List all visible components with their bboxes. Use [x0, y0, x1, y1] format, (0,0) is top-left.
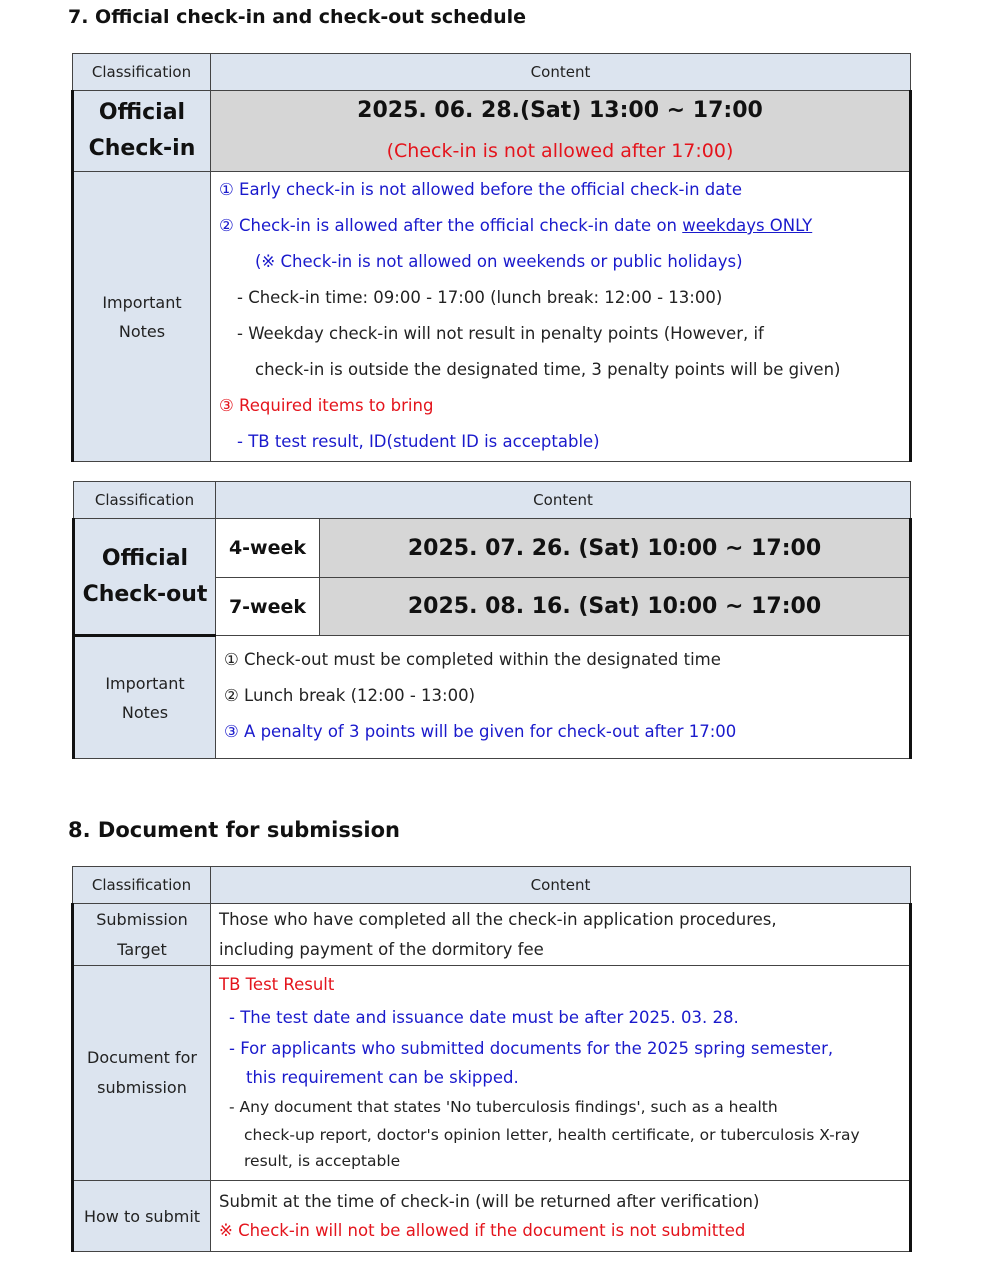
submission-target-label — [73, 904, 211, 966]
how-to-submit-label: How to submit — [73, 1181, 211, 1252]
how-to-submit-line-2: ※ Check-in will not be allowed if the document is not submitted — [219, 1221, 746, 1240]
checkout-notes-label-line1: Important — [105, 673, 185, 693]
document-row — [73, 966, 911, 1181]
checkin-datetime: 2025. 06. 28.(Sat) 13:00 ~ 17:00 — [357, 98, 763, 123]
checkin-notes-row — [73, 172, 911, 462]
official-checkin-label-line1: Official — [98, 100, 186, 125]
how-to-submit-row — [73, 1181, 911, 1252]
checkin-official-row — [73, 91, 911, 172]
checkin-warning: (Check-in is not allowed after 17:00) — [386, 140, 734, 162]
submission-target-text-2: including payment of the dormitory fee — [219, 939, 544, 959]
checkout-datetime-7week: 2025. 08. 16. (Sat) 10:00 ~ 17:00 — [320, 578, 911, 636]
checkin-note-3: ③ Required items to bring — [219, 396, 434, 415]
checkout-period-7week: 7-week — [216, 578, 320, 636]
document-table — [71, 866, 912, 1252]
checkin-note-2 — [219, 208, 901, 244]
checkin-note-2-text: ② Check-in is allowed after the official check-in date on — [219, 216, 683, 235]
document-label — [73, 966, 211, 1181]
checkout-table-header — [74, 482, 911, 519]
checkin-note-1: ① Early check-in is not allowed before the official check-in date — [219, 180, 742, 199]
checkout-notes-label-line2: Notes — [121, 702, 169, 722]
checkin-table-header — [73, 54, 911, 91]
checkin-time-note: - Check-in time: 09:00 - 17:00 (lunch break: 12:00 - 13:00) — [237, 288, 723, 307]
checkin-notes-content — [211, 172, 911, 462]
checkout-table — [72, 481, 912, 759]
checkin-datetime-cell — [211, 91, 911, 172]
document-line-2a: - For applicants who submitted documents for the 2025 spring semester, — [229, 1039, 834, 1058]
document-line-1: - The test date and issuance date must be after 2025. 03. 28. — [229, 1008, 739, 1027]
checkin-note-2-sub: (※ Check-in is not allowed on weekends or public holidays) — [255, 252, 743, 271]
checkout-datetime-4week: 2025. 07. 26. (Sat) 10:00 ~ 17:00 — [320, 519, 911, 578]
document-line-3c: result, is acceptable — [244, 1152, 401, 1170]
section-8-title: 8. Document for submission — [68, 818, 400, 842]
header-classification: Classification — [73, 867, 211, 904]
checkin-note-3-sub: - TB test result, ID(student ID is acceptable) — [237, 432, 600, 451]
header-content: Content — [211, 54, 911, 91]
checkout-note-3: ③ A penalty of 3 points will be given for check-out after 17:00 — [224, 722, 737, 741]
document-content — [211, 966, 911, 1181]
submission-target-label-line2: Target — [117, 939, 167, 959]
checkin-penalty-note-1: - Weekday check-in will not result in penalty points (However, if — [237, 324, 764, 343]
how-to-submit-line-1: Submit at the time of check-in (will be returned after verification) — [219, 1192, 760, 1211]
header-classification: Classification — [73, 54, 211, 91]
weekdays-only-text: weekdays ONLY — [682, 216, 813, 235]
document-line-3b: check-up report, doctor's opinion letter, health certificate, or tuberculosis X-ray — [244, 1126, 860, 1144]
checkout-note-1: ① Check-out must be completed within the designated time — [224, 650, 721, 669]
checkout-notes-label — [74, 636, 216, 759]
checkin-notes-label-line1: Important — [102, 292, 182, 312]
official-checkout-label-line1: Official — [101, 545, 189, 571]
how-to-submit-content — [211, 1181, 911, 1252]
document-label-line1: Document for — [87, 1048, 197, 1067]
document-table-header — [73, 867, 911, 904]
checkin-penalty-note-2: check-in is outside the designated time, 3 penalty points will be given) — [255, 360, 841, 379]
header-classification: Classification — [74, 482, 216, 519]
header-content: Content — [216, 482, 911, 519]
header-content: Content — [211, 867, 911, 904]
checkout-row-4week — [74, 519, 911, 578]
official-checkout-label-line2: Check-out — [82, 581, 208, 607]
checkout-note-2: ② Lunch break (12:00 - 13:00) — [224, 686, 476, 705]
checkout-notes-content — [216, 636, 911, 759]
document-label-line2: submission — [97, 1078, 187, 1097]
checkin-table — [71, 53, 912, 462]
section-7-title: 7. Official check-in and check-out schedule — [68, 6, 527, 28]
official-checkin-label-line2: Check-in — [88, 136, 196, 161]
checkin-notes-label — [73, 172, 211, 462]
document-line-2b: this requirement can be skipped. — [246, 1068, 519, 1087]
checkout-period-4week: 4-week — [216, 519, 320, 578]
official-checkin-label — [73, 91, 211, 172]
official-checkout-label — [74, 519, 216, 636]
submission-target-row — [73, 904, 911, 966]
document-line-3a: - Any document that states 'No tuberculosis findings', such as a health — [229, 1098, 778, 1116]
document-title: TB Test Result — [219, 975, 335, 994]
submission-target-label-line1: Submission — [96, 909, 188, 929]
checkin-notes-label-line2: Notes — [118, 321, 166, 341]
submission-target-text-1: Those who have completed all the check-in application procedures, — [219, 909, 777, 929]
submission-target-content — [211, 904, 911, 966]
checkout-notes-row — [74, 636, 911, 759]
